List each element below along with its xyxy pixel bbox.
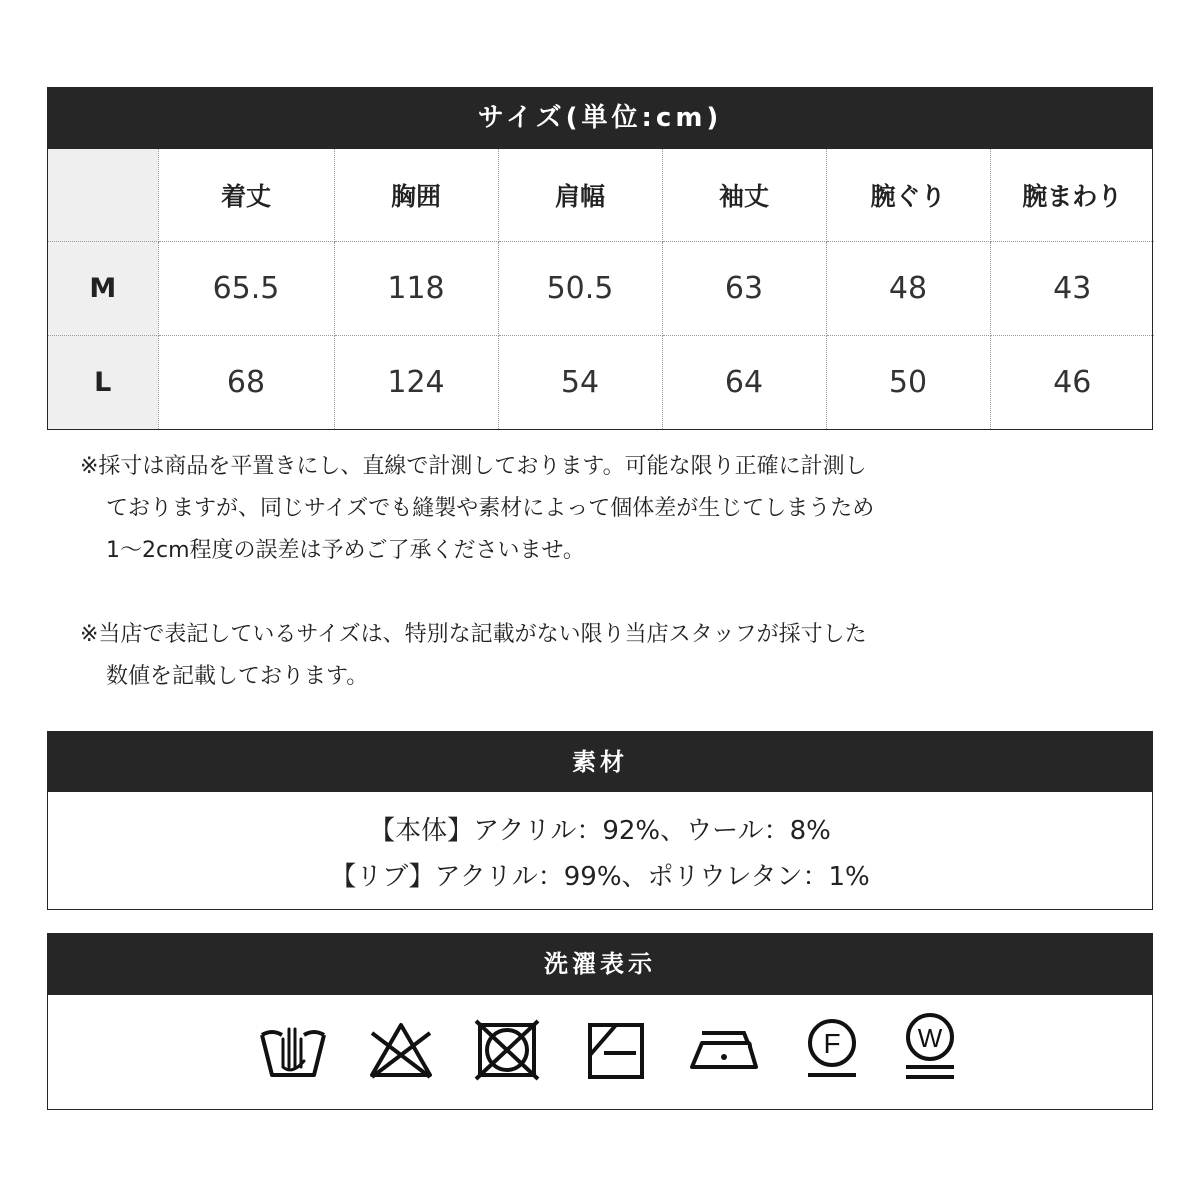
column-header: 腕まわり	[990, 149, 1154, 242]
size-source-note	[80, 614, 1060, 698]
material-title: 素材	[48, 732, 1152, 792]
iron-low-icon	[688, 1019, 762, 1079]
note-line: ※採寸は商品を平置きにし、直線で計測しております。可能な限り正確に計測し	[80, 454, 867, 479]
dry-clean-letter: F	[823, 1028, 841, 1059]
washing-section	[47, 933, 1153, 1110]
measurement-note	[80, 446, 1060, 572]
size-table	[48, 149, 1154, 429]
note-line: ※当店で表記しているサイズは、特別な記載がない限り当店スタッフが採寸した	[80, 622, 867, 647]
table-cell: 43	[990, 242, 1154, 336]
table-row	[48, 242, 1154, 336]
size-label: L	[48, 336, 158, 430]
material-body	[48, 792, 1152, 900]
table-row	[48, 336, 1154, 430]
no-tumble-dry-icon	[474, 1017, 540, 1083]
size-label: M	[48, 242, 158, 336]
note-line: 数値を記載しております。	[106, 664, 369, 689]
column-header: 肩幅	[498, 149, 662, 242]
table-cell: 54	[498, 336, 662, 430]
size-table-title: サイズ(単位:cm)	[48, 87, 1152, 149]
table-cell: 50.5	[498, 242, 662, 336]
care-icons	[48, 995, 1152, 1109]
wet-clean-letter: W	[917, 1023, 943, 1053]
table-cell: 63	[662, 242, 826, 336]
column-header: 腕ぐり	[826, 149, 990, 242]
table-cell: 68	[158, 336, 334, 430]
column-header: 袖丈	[662, 149, 826, 242]
note-line: 1～2cm程度の誤差は予めご了承くださいませ。	[106, 538, 585, 563]
washing-title: 洗濯表示	[48, 934, 1152, 995]
table-cell: 50	[826, 336, 990, 430]
table-cell: 64	[662, 336, 826, 430]
material-section	[47, 731, 1153, 910]
hand-wash-icon	[258, 1017, 328, 1083]
table-cell: 48	[826, 242, 990, 336]
column-header: 胸囲	[334, 149, 498, 242]
table-cell: 118	[334, 242, 498, 336]
size-table-header-row	[48, 149, 1154, 242]
wet-clean-w-icon	[898, 1007, 962, 1087]
table-cell: 46	[990, 336, 1154, 430]
table-cell: 65.5	[158, 242, 334, 336]
material-line-body: 【本体】アクリル：92%、ウール：8%	[369, 816, 831, 846]
note-line: ておりますが、同じサイズでも縫製や素材によって個体差が生じてしまうため	[106, 496, 875, 521]
size-table-corner-cell	[48, 149, 158, 242]
material-line-rib: 【リブ】アクリル：99%、ポリウレタン：1%	[330, 862, 870, 892]
table-cell: 124	[334, 336, 498, 430]
size-table-section	[47, 87, 1153, 430]
no-bleach-icon	[366, 1019, 436, 1081]
column-header: 着丈	[158, 149, 334, 242]
dry-clean-f-icon	[800, 1013, 864, 1085]
shade-flat-dry-icon	[584, 1017, 648, 1083]
